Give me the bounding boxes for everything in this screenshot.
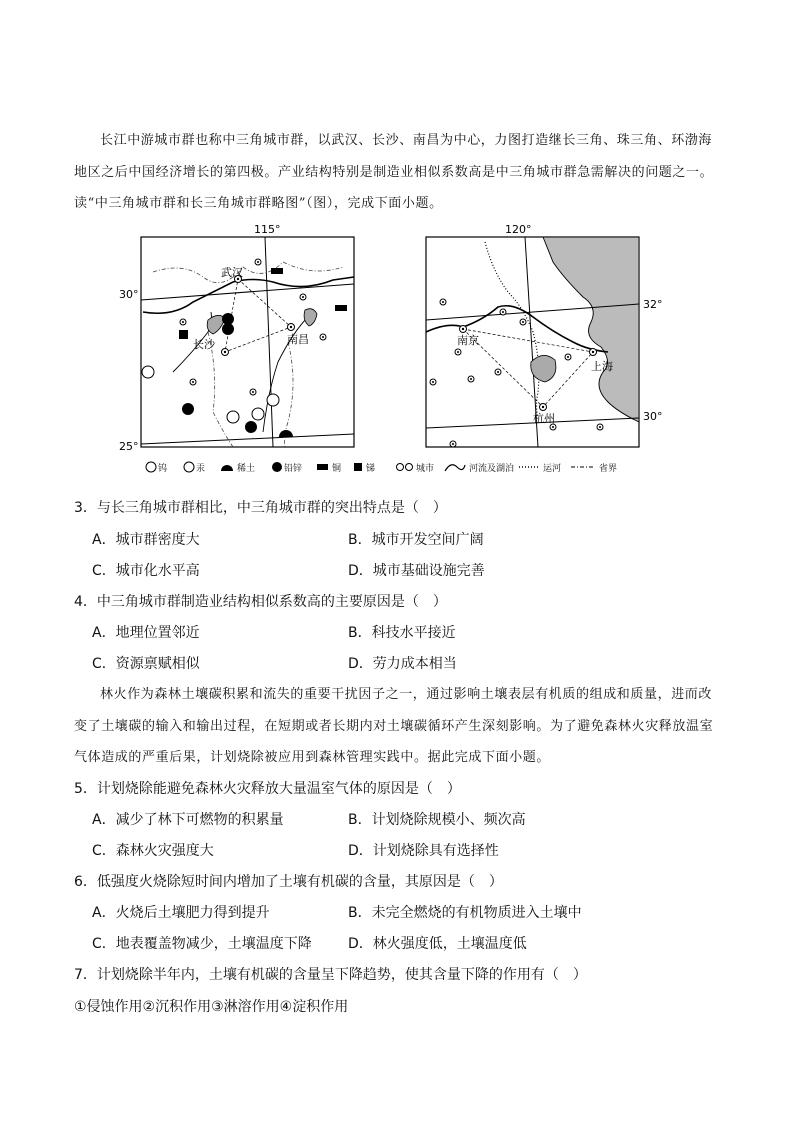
legend-city: 城市 (416, 464, 435, 474)
map-legend (145, 459, 665, 477)
city-label-shanghai: 上海 (591, 360, 613, 373)
q3-option-a[interactable]: A．城市群密度大 (92, 532, 200, 548)
q5-option-c[interactable]: C．森林火灾强度大 (92, 843, 214, 859)
question-5-stem: 5．计划烧除能避免森林火灾释放大量温室气体的原因是（ ） (74, 781, 461, 797)
q3-option-c[interactable]: C．城市化水平高 (92, 563, 200, 579)
q6-option-d[interactable]: D．林火强度低，土壤温度低 (348, 936, 527, 952)
legend-canal: 运河 (543, 464, 562, 474)
question-3-stem: 3．与长三角城市群相比，中三角城市群的突出特点是（ ） (74, 500, 447, 516)
q6-option-c[interactable]: C．地表覆盖物减少，土壤温度下降 (92, 936, 312, 952)
map-svg (113, 222, 673, 462)
q7-items: ①侵蚀作用②沉积作用③淋溶作用④淀积作用 (74, 999, 349, 1015)
q6-option-a[interactable]: A．火烧后土壤肥力得到提升 (92, 905, 270, 921)
legend-antimony: 锑 (366, 464, 376, 474)
legend-copper: 铜 (332, 464, 342, 474)
legend-river-lake: 河流及湖泊 (469, 464, 515, 474)
lat-label-30-right: 30° (643, 410, 663, 423)
q4-option-d[interactable]: D．劳力成本相当 (348, 656, 457, 672)
q4-option-a[interactable]: A．地理位置邻近 (92, 625, 200, 641)
q4-option-c[interactable]: C．资源禀赋相似 (92, 656, 200, 672)
lat-label-25: 25° (119, 440, 139, 453)
question-4-stem: 4．中三角城市群制造业结构相似系数高的主要原因是（ ） (74, 594, 447, 610)
city-label-nanjing: 南京 (457, 334, 479, 347)
map-left (119, 223, 354, 453)
legend-tungsten: 钨 (158, 464, 168, 474)
legend-symbols (145, 459, 665, 477)
intro-text-1: 长江中游城市群也称中三角城市群，以武汉、长沙、南昌为中心，力图打造继长三角、珠三角、环渤海地区之后中国经济增长的第四极。产业结构特别是制造业相似系数高是中三角城市群急需解决的问题之一。读“中三角城市群和长三角城市群略图”（图），完成下面小题。 (74, 133, 714, 211)
city-label-wuhan: 武汉 (221, 266, 243, 279)
question-6-stem: 6．低强度火烧除短时间内增加了土壤有机碳的含量，其原因是（ ） (74, 874, 503, 890)
legend-lead-zinc: 铅锌 (284, 464, 303, 474)
lon-label-120: 120° (505, 223, 532, 236)
city-label-nanchang: 南昌 (287, 333, 309, 346)
city-label-changsha: 长沙 (193, 338, 215, 351)
lat-label-32: 32° (643, 298, 663, 311)
legend-mercury: 汞 (196, 464, 206, 474)
lon-label-115: 115° (254, 223, 281, 236)
intro-text-2: 林火作为森林土壤碳积累和流失的重要干扰因子之一，通过影响土壤表层有机质的组成和质量，进而改变了土壤碳的输入和输出过程，在短期或者长期内对土壤碳循环产生深刻影响。为了避免森林火灾释放温室气体造成的严重后果，计划烧除被应用到森林管理实践中。据此完成下面小题。 (74, 687, 714, 765)
map-figure (113, 222, 673, 482)
q5-option-a[interactable]: A．减少了林下可燃物的积累量 (92, 812, 284, 828)
legend-province-border: 省界 (599, 464, 618, 474)
intro-paragraph-2 (74, 679, 724, 774)
legend-rare-earth: 稀土 (237, 464, 256, 474)
map-left-frame (141, 237, 354, 447)
lat-label-30: 30° (119, 288, 139, 301)
city-label-hangzhou: 杭州 (533, 412, 555, 425)
map-right (426, 223, 663, 447)
q5-option-d[interactable]: D．计划烧除具有选择性 (348, 843, 499, 859)
q3-option-b[interactable]: B．城市开发空间广阔 (348, 532, 484, 548)
q3-option-d[interactable]: D．城市基础设施完善 (348, 563, 485, 579)
intro-paragraph-1 (74, 125, 724, 220)
q5-option-b[interactable]: B．计划烧除规模小、频次高 (348, 812, 526, 828)
question-7-stem: 7．计划烧除半年内，土壤有机碳的含量呈下降趋势，使其含量下降的作用有（ ） (74, 967, 587, 983)
q6-option-b[interactable]: B．未完全燃烧的有机物质进入土壤中 (348, 905, 582, 921)
q4-option-b[interactable]: B．科技水平接近 (348, 625, 456, 641)
